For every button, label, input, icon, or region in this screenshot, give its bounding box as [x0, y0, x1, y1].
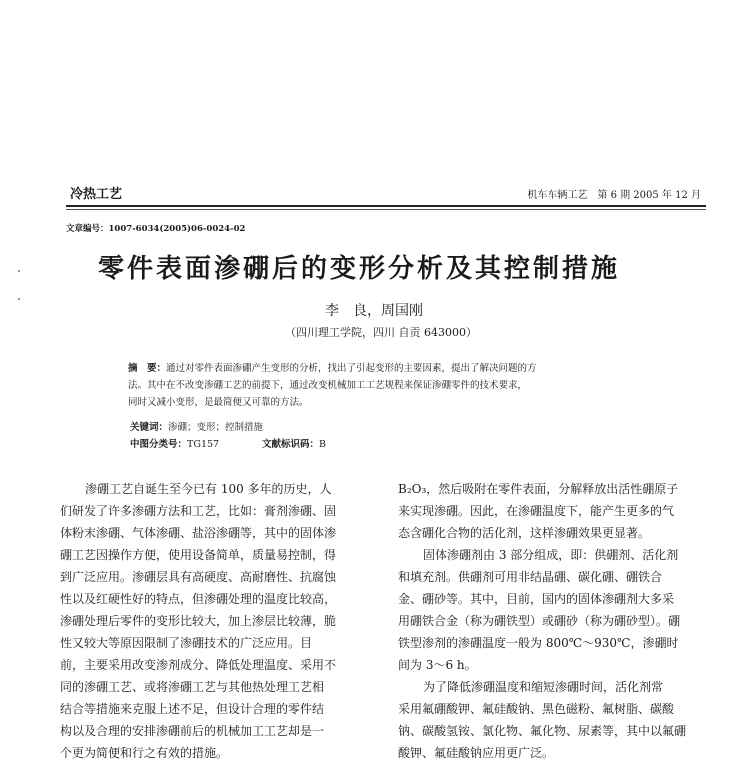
body-line: 用硼铁合金（称为硼铁型）或硼砂（称为硼砂型）。硼 [398, 614, 681, 628]
keywords [130, 419, 263, 433]
clc-number [130, 436, 219, 450]
body-line: 和填充剂。供硼剂可用非结晶硼、碳化硼、硼铁合 [398, 570, 663, 584]
body-line: 性又较大等原因限制了渗硼技术的广泛应用。目 [60, 636, 313, 650]
body-line: 为了降低渗硼温度和缩短渗硼时间，活化剂常 [423, 680, 664, 694]
body-line: 间为 3～6 h。 [398, 658, 477, 672]
body-line: 们研发了许多渗硼方法和工艺，比如：膏剂渗硼、固 [60, 504, 337, 518]
doc-code-label: 文献标识码： [262, 439, 320, 450]
body-line: 来实现渗硼。因此，在渗硼温度下，能产生更多的气 [398, 504, 675, 518]
body-left-column [60, 478, 382, 764]
header-column-name: 冷热工艺 [70, 187, 123, 202]
body-line: 铁型渗剂的渗硼温度一般为 800℃～930℃，渗硼时 [398, 636, 679, 650]
authors: 李 良，周国刚 [325, 303, 423, 319]
body-line: 结合等措施来克服上述不足，但设计合理的零件结 [60, 702, 325, 716]
body-line: 体粉末渗硼、气体渗硼、盐浴渗硼等，其中的固体渗 [60, 526, 337, 540]
body-line: 构以及合理的安排渗硼前后的机械加工工艺却是一 [60, 724, 325, 738]
doc-code-value: B [319, 439, 326, 450]
scan-speck [18, 298, 20, 300]
clc-value: TG157 [187, 439, 220, 450]
body-line: 同的渗硼工艺、或将渗硼工艺与其他热处理工艺相 [60, 680, 325, 694]
clc-label: 中图分类号： [130, 439, 188, 450]
abstract-line: 法。其中在不改变渗硼工艺的前提下，通过改变机械加工工艺规程来保证渗硼零件的技术要求， [128, 380, 528, 391]
body-line: 钠、碳酸氢铵、氯化物、氟化物、尿素等，其中以氟硼 [398, 724, 687, 738]
body-line: 性以及红硬性好的特点，但渗硼处理的温度比较高， [60, 592, 337, 606]
abstract-line: 同时又减小变形，是最简便又可靠的方法。 [128, 397, 309, 408]
body-line: 金、硼砂等。其中，目前，国内的固体渗硼剂大多采 [398, 592, 675, 606]
body-right-column [398, 478, 714, 764]
body-line: 渗硼工艺自诞生至今已有 100 多年的历史，人 [85, 482, 332, 496]
affiliation: （四川理工学院，四川 自贡 643000） [285, 326, 477, 339]
header-rule-thin [66, 209, 706, 210]
paper-title: 零件表面渗硼后的变形分析及其控制措施 [98, 254, 621, 284]
body-line: 态含硼化合物的活化剂，这样渗硼效果更显著。 [398, 526, 651, 540]
body-line: 酸钾、氟硅酸钠应用更广泛。 [398, 746, 555, 760]
body-line: 前，主要采用改变渗剂成分、降低处理温度、采用不 [60, 658, 337, 672]
abstract-text: 通过对零件表面渗硼产生变形的分析，找出了引起变形的主要因素，提出了解决问题的方 [166, 363, 537, 374]
article-number: 文章编号：1007-6034(2005)06-0024-02 [66, 224, 246, 234]
abstract [128, 360, 648, 411]
body-line: 采用氟硼酸钾、氟硅酸钠、黑色磁粉、氟树脂、碳酸 [398, 702, 675, 716]
scan-speck [18, 270, 20, 272]
keywords-value: 渗硼；变形；控制措施 [168, 422, 264, 433]
body-line: 个更为简便和行之有效的措施。 [60, 746, 229, 760]
body-line: 固体渗硼剂由 3 部分组成，即：供硼剂、活化剂 [423, 548, 679, 562]
body-line: 硼工艺因操作方便，使用设备简单，质量易控制，得 [60, 548, 337, 562]
keywords-label: 关键词： [130, 422, 169, 433]
abstract-label: 摘 要： [128, 363, 167, 374]
body-line: 渗硼处理后零件的变形比较大，加上渗层比较薄，脆 [60, 614, 337, 628]
abstract-line [128, 360, 648, 377]
header-rule-thick [66, 205, 706, 207]
body-line: 到广泛应用。渗硼层具有高硬度、高耐磨性、抗腐蚀 [60, 570, 337, 584]
header-journal-info: 机车车辆工艺 第 6 期 2005 年 12 月 [527, 190, 701, 201]
document-code [262, 436, 326, 450]
body-line: B₂O₃，然后吸附在零件表面，分解释放出活性硼原子 [398, 482, 679, 496]
